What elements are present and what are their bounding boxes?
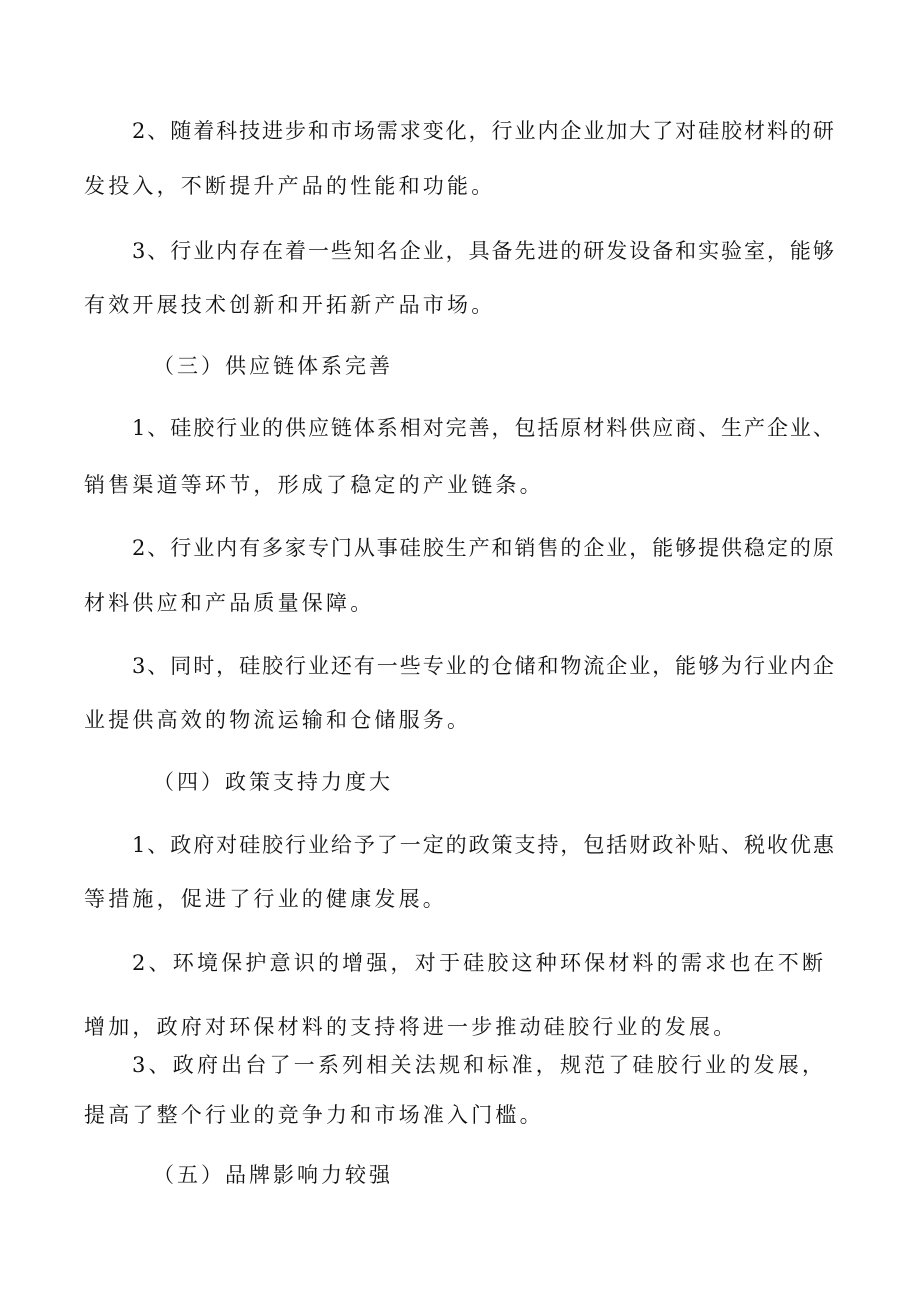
section-heading: （五）品牌影响力较强 (153, 1163, 393, 1187)
paragraph-line: 3、行业内存在着一些知名企业，具备先进的研发设备和实验室，能够 (132, 239, 836, 263)
paragraph-line: 2、随着科技进步和市场需求变化，行业内企业加大了对硅胶材料的研 (132, 119, 836, 143)
paragraph-line: 1、政府对硅胶行业给予了一定的政策支持，包括财政补贴、税收优惠 (132, 833, 836, 857)
paragraph-line: 3、同时，硅胶行业还有一些专业的仓储和物流企业，能够为行业内企 (132, 654, 836, 678)
paragraph-line: 等措施，促进了行业的健康发展。 (84, 887, 447, 911)
paragraph-line: 销售渠道等环节，形成了稳定的产业链条。 (84, 473, 544, 497)
paragraph-line: 1、硅胶行业的供应链体系相对完善，包括原材料供应商、生产企业、 (132, 416, 836, 440)
paragraph-line: 业提供高效的物流运输和仓储服务。 (84, 708, 472, 732)
paragraph-line: 2、环境保护意识的增强，对于硅胶这种环保材料的需求也在不断 (132, 951, 827, 975)
section-heading: （三）供应链体系完善 (153, 354, 393, 378)
section-heading: （四）政策支持力度大 (153, 770, 393, 794)
paragraph-line: 发投入，不断提升产品的性能和功能。 (84, 174, 496, 198)
paragraph-line: 材料供应和产品质量保障。 (84, 591, 375, 615)
paragraph-line: 3、政府出台了一系列相关法规和标准，规范了硅胶行业的发展， (132, 1053, 827, 1077)
paragraph-line: 提高了整个行业的竞争力和市场准入门槛。 (84, 1103, 544, 1127)
paragraph-line: 有效开展技术创新和开拓新产品市场。 (84, 293, 496, 317)
paragraph-line: 2、行业内有多家专门从事硅胶生产和销售的企业，能够提供稳定的原 (132, 536, 836, 560)
paragraph-line: 增加，政府对环保材料的支持将进一步推动硅胶行业的发展。 (84, 1015, 738, 1039)
